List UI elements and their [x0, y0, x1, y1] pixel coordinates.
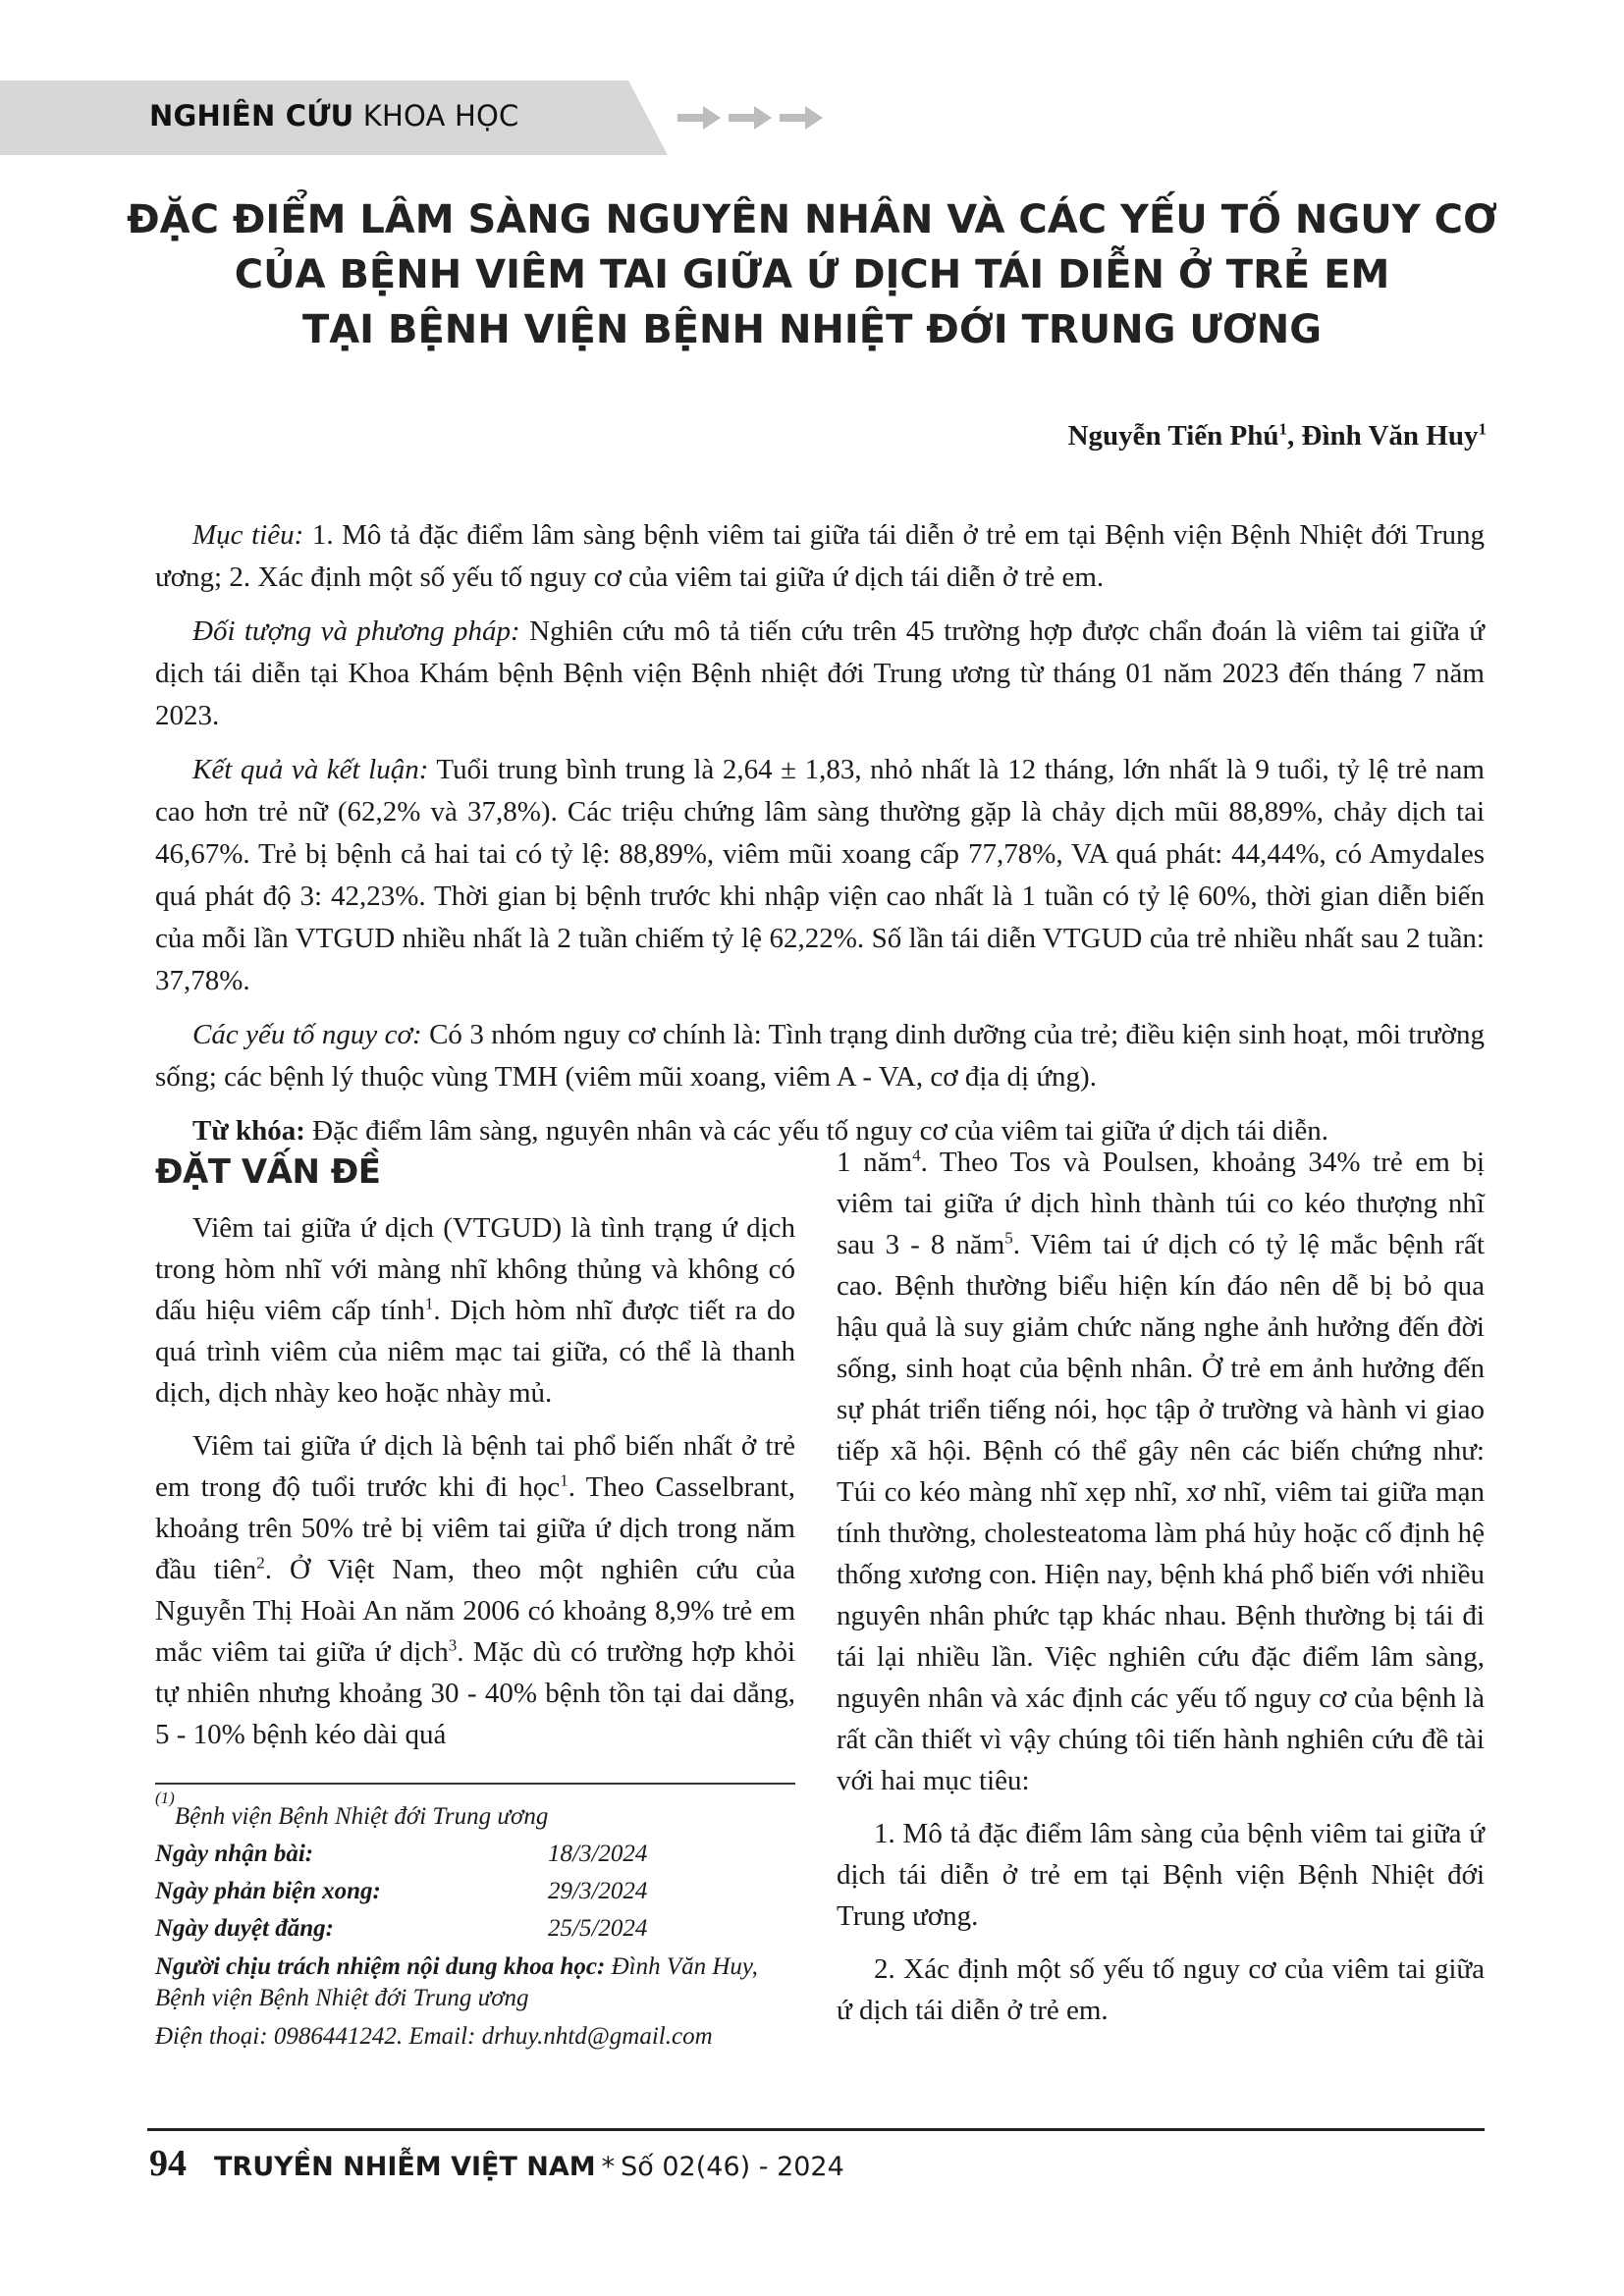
journal-name: TRUYỀN NHIỄM VIỆT NAM: [214, 2152, 596, 2182]
abstract-keywords: Từ khóa: Đặc điểm lâm sàng, nguyên nhân và các yếu tố nguy cơ của viêm tai giữa ứ dịch tái diễn.: [192, 1115, 1329, 1147]
intro-paragraph-3: 1 năm$^4$. Theo Tos và Poulsen, khoảng 34% trẻ em bị viêm tai giữa ứ dịch hình thành túi co kéo thượng nhĩ sau 3 - 8 năm$^5$. Viêm tai ứ dịch có tỷ lệ mắc bệnh rất cao. Bệnh thường biểu hiện kín đáo nên dễ bị bỏ qua hậu quả là suy giảm chức năng nghe ảnh hưởng đến đời sống, sinh hoạt của bệnh nhân. Ở trẻ em ảnh hưởng đến sự phát triển tiếng nói, học tập ở trường và hành vi giao tiếp xã hội. Bệnh có thể gây nên các biến chứng như: Túi co kéo màng nhĩ xẹp nhĩ, xơ nhĩ, viêm tai giữa mạn tính thường, cholesteatoma làm phá hủy hoặc cố định hệ thống xương con. Hiện nay, bệnh khá phổ biến với nhiều nguyên nhân phức tạp khác nhau. Bệnh thường bị tái đi tái lại nhiều lần. Việc nghiên cứu đặc điểm lâm sàng, nguyên nhân và xác định các yếu tố nguy cơ của bệnh là rất cần thiết vì vậy chúng tôi tiến hành nghiên cứu đề tài với hai mục tiêu:: [837, 1146, 1486, 1796]
footnote-reviewed: Ngày phản biện xong: 29/3/2024: [155, 1878, 648, 1904]
objective-1: 1. Mô tả đặc điểm lâm sàng của bệnh viêm tai giữa ứ dịch tái diễn ở trẻ em tại Bệnh viện Bệnh Nhiệt đới Trung ương.: [837, 1818, 1485, 1932]
footnote-affiliation: (1) Bệnh viện Bệnh Nhiệt đới Trung ương: [155, 1789, 549, 1830]
section-heading-introduction: ĐẶT VẤN ĐỀ: [155, 1152, 381, 1192]
intro-paragraph-1: Viêm tai giữa ứ dịch (VTGUD) là tình trạng ứ dịch trong hòm nhĩ với màng nhĩ không thủng và không có dấu hiệu viêm cấp tính$^1$. Dịch hòm nhĩ được tiết ra do quá trình viêm của niêm mạc tai giữa, có thể là thanh dịch, dịch nhày keo hoặc nhày mủ.: [155, 1212, 795, 1409]
authors: Nguyễn Tiến Phú$^1$, Đình Văn Huy$^1$: [1067, 419, 1487, 452]
abstract-methods: Đối tượng và phương pháp: Nghiên cứu mô tả tiến cứu trên 45 trường hợp được chẩn đoán là viêm tai giữa ứ dịch tái diễn tại Khoa Khám bệnh Bệnh viện Bệnh nhiệt đới Trung ương từ tháng 01 năm 2023 đến tháng 7 năm 2023.: [155, 615, 1485, 731]
arrows-icon: [677, 100, 835, 135]
footnote-received: Ngày nhận bài: 18/3/2024: [155, 1841, 648, 1867]
abstract: [155, 514, 1485, 1164]
footnote-responsible: Người chịu trách nhiệm nội dung khoa học: Đình Văn Huy, Bệnh viện Bệnh Nhiệt đới Trung ương: [155, 1953, 758, 2011]
footnote-accepted: Ngày duyệt đăng: 25/5/2024: [155, 1915, 648, 1942]
footnote-contact: Điện thoại: 0986441242. Email: drhuy.nhtd@gmail.com: [155, 2023, 713, 2050]
abstract-objective: Mục tiêu: 1. Mô tả đặc điểm lâm sàng bệnh viêm tai giữa tái diễn ở trẻ em tại Bệnh viện Bệnh Nhiệt đới Trung ương; 2. Xác định một số yếu tố nguy cơ của viêm tai giữa ứ dịch tái diễn ở trẻ em.: [155, 519, 1485, 593]
page-number: 94: [149, 2143, 187, 2184]
section-label: NGHIÊN CỨU KHOA HỌC: [149, 99, 519, 133]
title-line-2: CỦA BỆNH VIÊM TAI GIỮA Ứ DỊCH TÁI DIỄN Ở TRẺ EM: [234, 252, 1390, 297]
page-footer: [149, 2142, 844, 2185]
objective-2: 2. Xác định một số yếu tố nguy cơ của viêm tai giữa ứ dịch tái diễn ở trẻ em.: [837, 1953, 1485, 2026]
column-right: [837, 1142, 1485, 2043]
footnote-rule: [155, 1783, 795, 1785]
abstract-risk-factors: Các yếu tố nguy cơ: Có 3 nhóm nguy cơ chính là: Tình trạng dinh dưỡng của trẻ; điều kiện sinh hoạt, môi trường sống; các bệnh lý thuộc vùng TMH (viêm mũi xoang, viêm A - VA, cơ địa dị ứng).: [155, 1019, 1485, 1093]
article-title: [118, 192, 1506, 357]
column-left: [155, 1207, 795, 1767]
abstract-results: Kết quả và kết luận: Tuổi trung bình trung là 2,64 ± 1,83, nhỏ nhất là 12 tháng, lớn nhất là 9 tuổi, tỷ lệ trẻ nam cao hơn trẻ nữ (62,2% và 37,8%). Các triệu chứng lâm sàng thường gặp là chảy dịch mũi 88,89%, chảy dịch tai 46,67%. Trẻ bị bệnh cả hai tai có tỷ lệ: 88,89%, viêm mũi xoang cấp 77,78%, VA quá phát: 44,44%, có Amydales quá phát độ 3: 42,23%. Thời gian bị bệnh trước khi nhập viện cao nhất là 1 tuần có tỷ lệ 60%, thời gian diễn biến của mỗi lần VTGUD nhiều nhất là 2 tuần chiếm tỷ lệ 62,22%. Số lần tái diễn VTGUD của trẻ nhiều nhất sau 2 tuần: 37,78%.: [155, 754, 1485, 996]
footer-rule: [147, 2128, 1485, 2131]
title-line-3: TẠI BỆNH VIỆN BỆNH NHIỆT ĐỚI TRUNG ƯƠNG: [301, 307, 1323, 352]
star-separator: *: [601, 2152, 616, 2182]
intro-paragraph-2: Viêm tai giữa ứ dịch là bệnh tai phổ biến nhất ở trẻ em trong độ tuổi trước khi đi học$^1$. Theo Casselbrant, khoảng trên 50% trẻ bị viêm tai giữa ứ dịch trong năm đầu tiên$^2$. Ở Việt Nam, theo một nghiên cứu của Nguyễn Thị Hoài An năm 2006 có khoảng 8,9% trẻ em mắc viêm tai giữa ứ dịch$^3$. Mặc dù có trường hợp khỏi tự nhiên nhưng khoảng 30 - 40% bệnh tồn tại dai dẳng, 5 - 10% bệnh kéo dài quá: [155, 1430, 795, 1750]
footnote: [155, 1789, 795, 2056]
title-line-1: ĐẶC ĐIỂM LÂM SÀNG NGUYÊN NHÂN VÀ CÁC YẾU TỐ NGUY CƠ: [127, 197, 1497, 242]
issue-number: Số 02(46) - 2024: [621, 2152, 844, 2182]
